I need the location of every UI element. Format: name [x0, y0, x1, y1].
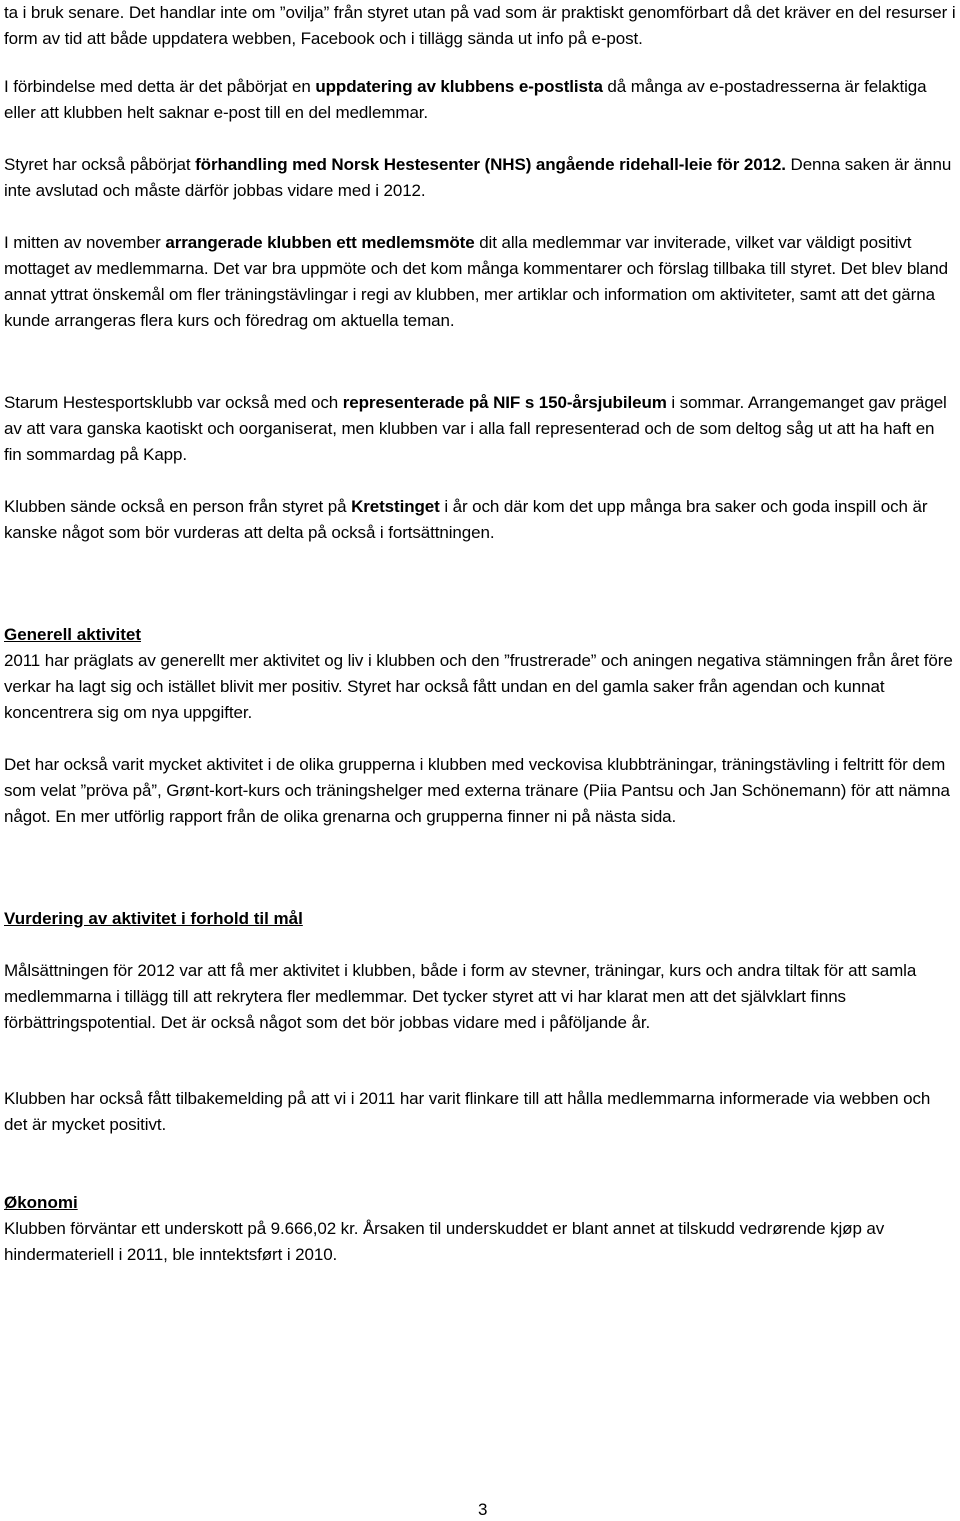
- paragraph-nif-jubileum: [4, 390, 956, 468]
- bold-text: förhandling med Norsk Hestesenter (NHS) angående ridehall-leie för 2012.: [195, 155, 786, 174]
- text: Klubben sände också en person från styret på: [4, 497, 352, 516]
- paragraph-email-list: [4, 74, 956, 126]
- section-heading-generell-aktivitet: Generell aktivitet: [4, 625, 142, 644]
- paragraph-generell-2: Det har också varit mycket aktivitet i de olika grupperna i klubben med veckovisa klubbträningar, träningstävling i feltritt för dem som velat ”pröva på”, Grønt-kort-kurs och träningshelger med externa tränare (Piia Pantsu och Jan Schönemann) för att nämna något. En mer utförlig rapport från de olika grenarna och grupperna finner ni på nästa sida.: [4, 755, 950, 826]
- text: då många av e-postadresserna är felaktiga eller att klubben helt saknar e-post till en del medlemmar.: [4, 77, 927, 122]
- text: dit alla medlemmar var inviterade, vilket var väldigt positivt mottaget av medlemmarna. Det var bra uppmöte och det kom många kommentarer och förslag tillbaka till styret. Det blev bland annat yttrat önskemål om fler träningstävlingar i regi av klubben, mer artiklar och information om aktiviteter, samt att det gärna kunde arrangeras flera kurs och föredrag om aktuella teman.: [4, 233, 948, 330]
- text: Denna saken är ännu inte avslutad och måste därför jobbas vidare med i 2012.: [4, 155, 952, 200]
- text: ta i bruk senare. Det handlar inte om ”ovilja” från styret utan på vad som är praktiskt genomförbart då det kräver en del resurser i form av tid att både uppdatera webben, Facebook och i tillägg sända ut info på e-post.: [4, 3, 956, 48]
- paragraph-okonomi: Klubben förväntar ett underskott på 9.666,02 kr. Årsaken til underskuddet er blant annet at tilskudd vedrørende kjøp av hindermateriell i 2011, ble inntektsført i 2010.: [4, 1219, 885, 1264]
- paragraph-vurdering-2: Klubben har också fått tilbakemelding på att vi i 2011 har varit flinkare till att hålla medlemmarna informerade via webben och det är mycket positivt.: [4, 1089, 931, 1134]
- bold-text: arrangerade klubben ett medlemsmöte: [165, 233, 475, 252]
- text: I förbindelse med detta är det påbörjat en: [4, 77, 316, 96]
- text: Styret har också påbörjat: [4, 155, 196, 174]
- bold-text: representerade på NIF s 150-årsjubileum: [342, 393, 667, 412]
- page-number: 3: [478, 1500, 488, 1519]
- paragraph-vurdering-1: Målsättningen för 2012 var att få mer aktivitet i klubben, både i form av stevner, träningar, kurs och andra tiltak för att samla medlemmarna i tillägg till att rekrytera fler medlemmar. Det tycker styret att vi har klarat men att det självklart finns förbättringspotential. Det är också något som det bör jobbas vidare med i påföljande år.: [4, 961, 917, 1032]
- section-heading-okonomi: Økonomi: [4, 1193, 78, 1212]
- paragraph-nhs-negotiation: [4, 152, 956, 204]
- bold-text: uppdatering av klubbens e-postlista: [315, 77, 603, 96]
- text: i sommar. Arrangemanget gav prägel av att vara ganska kaotiskt och oorganiserat, men klubben var i alla fall representerad och de som deltog såg ut att ha haft en fin sommardag på Kapp.: [4, 393, 947, 464]
- text: I mitten av november: [4, 233, 166, 252]
- text: Starum Hestesportsklubb var också med och: [4, 393, 343, 412]
- paragraph-website-info: [4, 0, 956, 52]
- text: i år och där kom det upp många bra saker och goda inspill och är kanske något som bör vurderas att delta på också i fortsättningen.: [4, 497, 928, 542]
- bold-text: Kretstinget: [351, 497, 440, 516]
- paragraph-kretstinget: [4, 494, 956, 546]
- paragraph-member-meeting: [4, 230, 956, 334]
- paragraph-generell-1: 2011 har präglats av generellt mer aktivitet og liv i klubben och den ”frustrerade” och aningen negativa stämningen från året före verkar ha lagt sig och istället blivit mer positiv. Styret har också fått undan en del gamla saker från agendan och kunnat koncentrera sig om nya uppgifter.: [4, 651, 953, 722]
- section-heading-vurdering: Vurdering av aktivitet i forhold til mål: [4, 909, 303, 928]
